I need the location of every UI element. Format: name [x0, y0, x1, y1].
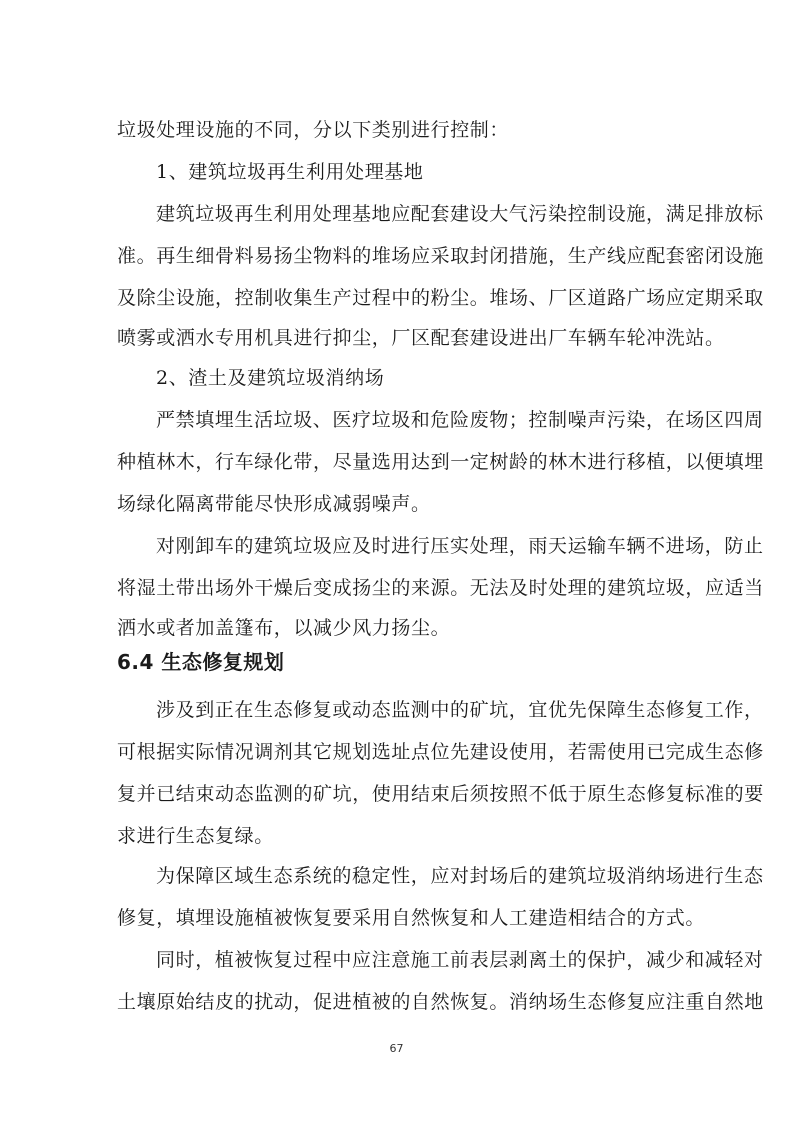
- text-line: 准。再生细骨料易扬尘物料的堆场应采取封闭措施，生产线应配套密闭设施: [117, 245, 764, 267]
- section-heading: 6.4 生态修复规划: [117, 650, 285, 674]
- text-line: 严禁填埋生活垃圾、医疗垃圾和危险废物；控制噪声污染，在场区四周: [156, 409, 764, 431]
- text-line: 修复，填埋设施植被恢复要采用自然恢复和人工建造相结合的方式。: [117, 907, 706, 929]
- text-line: 将湿土带出场外干燥后变成扬尘的来源。无法及时处理的建筑垃圾，应适当: [117, 577, 764, 599]
- text-line: 涉及到正在生态修复或动态监测中的矿坑，宜优先保障生态修复工作，: [156, 699, 764, 721]
- text-line: 喷雾或洒水专用机具进行抑尘，厂区配套建设进出厂车辆车轮冲洗站。: [117, 327, 725, 349]
- text-line: 垃圾处理设施的不同，分以下类别进行控制：: [117, 119, 510, 141]
- text-line: 复并已结束动态监测的矿坑，使用结束后须按照不低于原生态修复标准的要: [117, 783, 764, 805]
- subheading: 2、渣土及建筑垃圾消纳场: [156, 367, 385, 389]
- text-line: 为保障区域生态系统的稳定性，应对封场后的建筑垃圾消纳场进行生态: [156, 865, 764, 887]
- text-line: 土壤原始结皮的扰动，促进植被的自然恢复。消纳场生态修复应注重自然地: [117, 991, 764, 1013]
- text-line: 场绿化隔离带能尽快形成减弱噪声。: [117, 493, 431, 515]
- text-line: 求进行生态复绿。: [117, 825, 274, 847]
- text-line: 建筑垃圾再生利用处理基地应配套建设大气污染控制设施，满足排放标: [156, 203, 764, 225]
- text-line: 同时，植被恢复过程中应注意施工前表层剥离土的保护，减少和减轻对: [156, 949, 764, 971]
- text-line: 种植林木，行车绿化带，尽量选用达到一定树龄的林木进行移植，以便填埋: [117, 451, 764, 473]
- text-line: 及除尘设施，控制收集生产过程中的粉尘。堆场、厂区道路广场应定期采取: [117, 287, 764, 309]
- text-line: 对刚卸车的建筑垃圾应及时进行压实处理，雨天运输车辆不进场，防止: [156, 535, 764, 557]
- page-number: 67: [389, 1042, 404, 1055]
- text-line: 可根据实际情况调剂其它规划选址点位先建设使用，若需使用已完成生态修: [117, 741, 764, 763]
- text-line: 洒水或者加盖篷布，以减少风力扬尘。: [117, 617, 451, 639]
- subheading: 1、建筑垃圾再生利用处理基地: [156, 161, 424, 183]
